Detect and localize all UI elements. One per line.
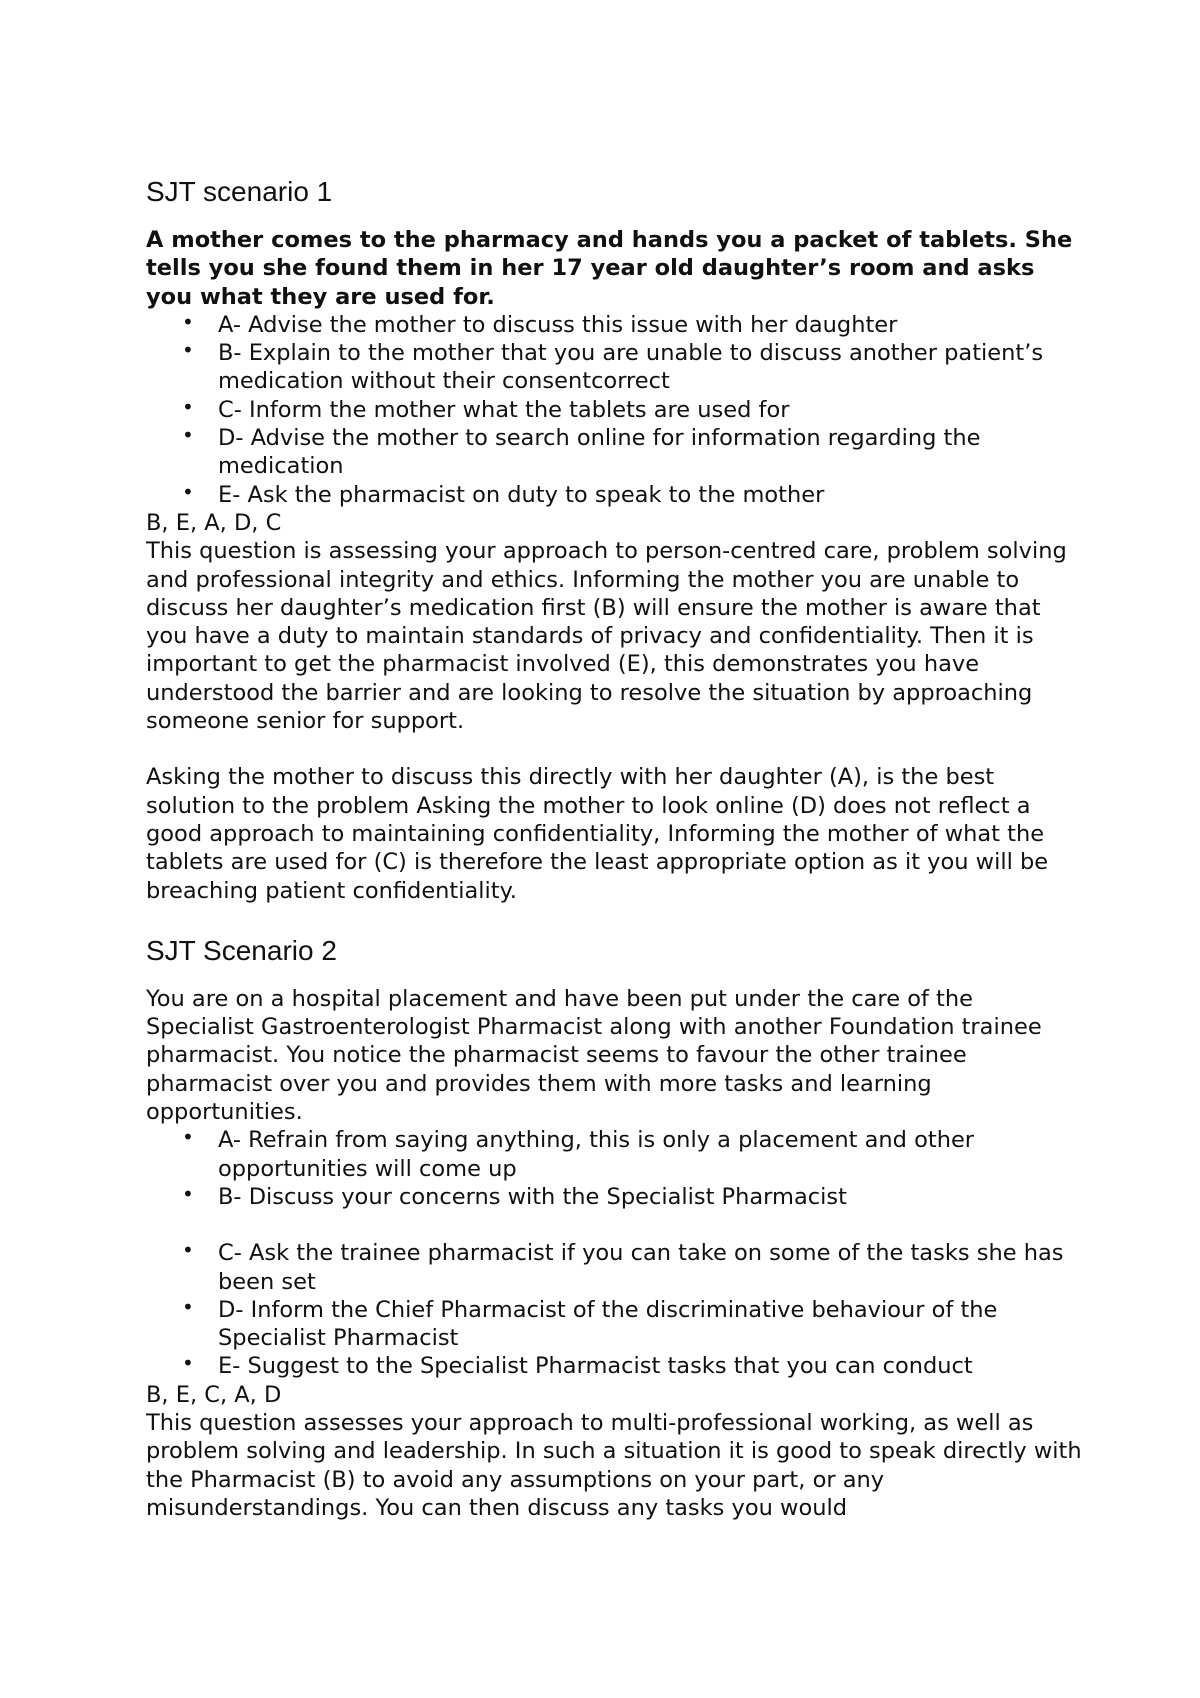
list-item: • E- Ask the pharmacist on duty to speak to the mother <box>182 479 825 508</box>
list-item: • B- Discuss your concerns with the Specialist Pharmacist <box>182 1181 847 1210</box>
scenario-1-answer: B, E, A, D, C <box>146 509 282 536</box>
scenario-2-question: You are on a hospital placement and have been put under the care of the Specialist Gastroenterologist Pharmacist along with another Foundation trainee pharmacist. You notice the pharmacist seems to favour the other trainee pharmacist over you and provides them with more tasks and learning opportunities. <box>146 985 1042 1126</box>
scenario-2-explanation: This question assesses your approach to multi-professional working, as well as problem solving and leadership. In such a situation it is good to speak directly with the Pharmacist (B) to avoid any assumptions on your part, or any misunderstandings. You can then discuss any tasks you would <box>146 1409 1082 1521</box>
scenario-1-question: A mother comes to the pharmacy and hands you a packet of tablets. She tells you she found them in her 17 year old daughter’s room and asks you what they are used for. <box>146 227 1073 310</box>
list-item: • C- Ask the trainee pharmacist if you can take on some of the tasks she has been set <box>182 1238 1064 1295</box>
paragraph-gap <box>146 735 1086 763</box>
scenario-2-answer: B, E, C, A, D <box>146 1381 282 1408</box>
scenario-1-options <box>146 311 1086 509</box>
bullet-icon: • <box>182 309 194 334</box>
bullet-icon: • <box>182 1238 194 1263</box>
list-item: • A- Advise the mother to discuss this issue with her daughter <box>182 309 898 338</box>
list-item: • D- Inform the Chief Pharmacist of the discriminative behaviour of the Specialist Pharmacist <box>182 1294 998 1352</box>
list-item: • B- Explain to the mother that you are unable to discuss another patient’s medication without their consentcorrect <box>182 338 1044 395</box>
bullet-icon: • <box>182 338 194 363</box>
list-item: • D- Advise the mother to search online for information regarding the medication <box>182 423 981 480</box>
list-item: • A- Refrain from saying anything, this is only a placement and other opportunities will come up <box>182 1125 975 1182</box>
document-content <box>146 174 1086 1522</box>
bullet-icon: • <box>182 1181 194 1206</box>
scenario-1-explanation: This question is assessing your approach to person-centred care, problem solving and professional integrity and ethics. Informing the mother you are unable to discuss her daughter’s medication first (B) will ensure the mother is aware that you have a duty to maintain standards of privacy and confidentiality. Then it is important to get the pharmacist involved (E), this demonstrates you have understood the barrier and are looking to resolve the situation by approaching someone senior for support. <box>146 538 1067 735</box>
scenario-1-title: SJT scenario 1 <box>146 176 333 207</box>
list-item: • C- Inform the mother what the tablets are used for <box>182 394 790 423</box>
scenario-1-explanation-continued: Asking the mother to discuss this directly with her daughter (A), is the best solution to the problem Asking the mother to look online (D) does not reflect a good approach to maintaining confidentiality, Informing the mother of what the tablets are used for (C) is therefore the least appropriate option as it you will be breaching patient confidentiality. <box>146 764 1049 904</box>
bullet-icon: • <box>182 1351 194 1376</box>
bullet-icon: • <box>182 1125 194 1150</box>
list-item: • E- Suggest to the Specialist Pharmacist tasks that you can conduct <box>182 1351 973 1380</box>
scenario-2-title: SJT Scenario 2 <box>146 934 337 966</box>
bullet-icon: • <box>182 423 194 448</box>
bullet-icon: • <box>182 1294 194 1319</box>
bullet-icon: • <box>182 479 194 504</box>
bullet-icon: • <box>182 394 194 419</box>
scenario-2-options <box>146 1126 1086 1380</box>
